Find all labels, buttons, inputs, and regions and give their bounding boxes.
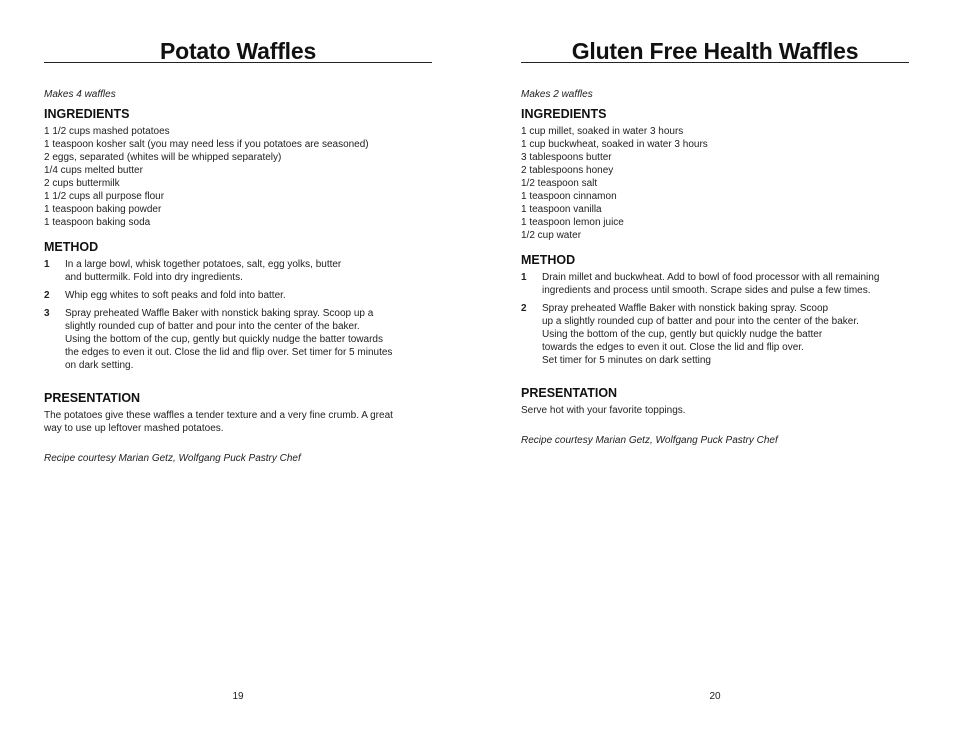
ingredient-item: 1 teaspoon baking powder [44, 204, 162, 215]
presentation-text: The potatoes give these waffles a tender texture and a very fine crumb. A great way to use up leftover mashed potatoes. [44, 410, 393, 434]
step-text: Spray preheated Waffle Baker with nonstick baking spray. Scoop up a slightly rounded cup of batter and pour into the center of the baker. Using the bottom of the cup, gently but quickly nudge the batter towards the edges to even it out. Close the lid and flip over. Set timer for 5 minutes on dark setting. [65, 308, 393, 371]
left-page [44, 0, 432, 738]
recipe-content [521, 88, 909, 448]
title-rule [44, 62, 432, 63]
method-step [44, 289, 432, 302]
title-rule [521, 62, 909, 63]
step-number: 2 [44, 290, 50, 301]
ingredients-heading: INGREDIENTS [521, 107, 607, 121]
method-step [521, 302, 909, 367]
step-text: Whip egg whites to soft peaks and fold into batter. [65, 290, 286, 301]
step-text: Spray preheated Waffle Baker with nonstick baking spray. Scoop up a slightly rounded cup of batter and pour into the center of the baker. Using the bottom of the cup, gently but quickly nudge the batter towards the edges to even it out. Close the lid and flip over. Set timer for 5 minutes on dark setting [542, 303, 859, 366]
step-text: Drain millet and buckwheat. Add to bowl of food processor with all remaining ingredients and process until smooth. Scrape sides and pulse a few times. [542, 272, 880, 296]
step-number: 1 [44, 259, 50, 270]
recipe-content [44, 88, 432, 466]
ingredient-item: 1 teaspoon lemon juice [521, 217, 624, 228]
presentation-heading: PRESENTATION [44, 391, 141, 405]
page-number: 19 [232, 691, 244, 702]
ingredient-item: 1 cup millet, soaked in water 3 hours [521, 126, 684, 137]
step-text: In a large bowl, whisk together potatoes, salt, egg yolks, butter and buttermilk. Fold into dry ingredients. [65, 259, 342, 283]
ingredients-list [521, 125, 909, 242]
ingredient-item: 1 teaspoon cinnamon [521, 191, 617, 202]
ingredient-item: 1 1/2 cups all purpose flour [44, 191, 165, 202]
ingredient-item: 2 eggs, separated (whites will be whipped separately) [44, 152, 282, 163]
recipe-title: Potato Waffles [159, 38, 317, 64]
yield-note: Makes 2 waffles [521, 89, 593, 100]
method-step [44, 307, 432, 372]
method-steps [44, 258, 432, 372]
page-number: 20 [709, 691, 721, 702]
presentation-heading: PRESENTATION [521, 386, 618, 400]
ingredients-heading: INGREDIENTS [44, 107, 130, 121]
method-step [44, 258, 432, 284]
ingredient-item: 1 teaspoon baking soda [44, 217, 151, 228]
step-number: 2 [521, 303, 527, 314]
right-page [521, 0, 909, 738]
recipe-credit: Recipe courtesy Marian Getz, Wolfgang Puck Pastry Chef [521, 435, 778, 446]
ingredient-item: 1 cup buckwheat, soaked in water 3 hours [521, 139, 708, 150]
method-steps [521, 271, 909, 367]
ingredients-list [44, 125, 432, 229]
ingredient-item: 1 1/2 cups mashed potatoes [44, 126, 170, 137]
ingredient-item: 1/2 cup water [521, 230, 582, 241]
ingredient-item: 1/4 cups melted butter [44, 165, 143, 176]
method-heading: METHOD [44, 240, 99, 254]
ingredient-item: 2 cups buttermilk [44, 178, 120, 189]
yield-note: Makes 4 waffles [44, 89, 116, 100]
recipe-credit: Recipe courtesy Marian Getz, Wolfgang Puck Pastry Chef [44, 453, 301, 464]
ingredient-item: 1 teaspoon vanilla [521, 204, 602, 215]
method-step [521, 271, 909, 297]
presentation-text: Serve hot with your favorite toppings. [521, 405, 686, 416]
ingredient-item: 1/2 teaspoon salt [521, 178, 598, 189]
ingredient-item: 2 tablespoons honey [521, 165, 614, 176]
recipe-title: Gluten Free Health Waffles [571, 38, 859, 64]
ingredient-item: 3 tablespoons butter [521, 152, 612, 163]
step-number: 3 [44, 308, 50, 319]
step-number: 1 [521, 272, 527, 283]
method-heading: METHOD [521, 253, 576, 267]
ingredient-item: 1 teaspoon kosher salt (you may need less if you potatoes are seasoned) [44, 139, 369, 150]
